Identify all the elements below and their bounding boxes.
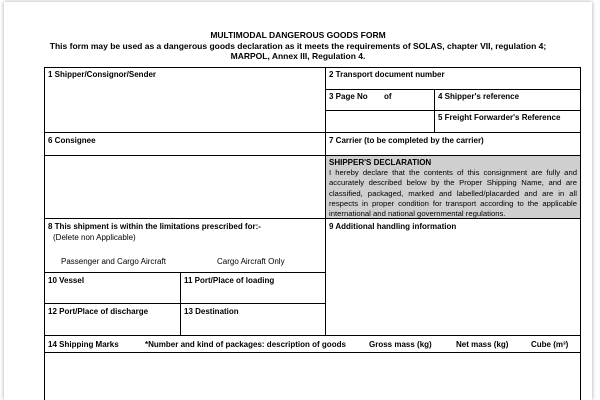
net-mass-label: Net mass (kg) bbox=[456, 340, 509, 349]
cargo-only-option[interactable]: Cargo Aircraft Only bbox=[217, 257, 285, 266]
port-discharge-label: 12 Port/Place of discharge bbox=[48, 307, 149, 316]
shipping-marks-body[interactable] bbox=[44, 352, 581, 400]
shipping-marks-header bbox=[44, 335, 581, 353]
destination-box[interactable] bbox=[180, 303, 326, 336]
freight-ref-label: 5 Freight Forwarder's Reference bbox=[438, 113, 561, 122]
form-title: MULTIMODAL DANGEROUS GOODS FORM bbox=[210, 30, 386, 40]
shipping-marks-label: 14 Shipping Marks bbox=[48, 340, 119, 349]
cube-label: Cube (m³) bbox=[531, 340, 569, 349]
blank-cell bbox=[325, 110, 435, 133]
additional-handling-box[interactable] bbox=[325, 218, 581, 336]
vessel-label: 10 Vessel bbox=[48, 276, 85, 285]
declaration-heading: SHIPPER'S DECLARATION bbox=[329, 158, 432, 167]
declaration-box bbox=[325, 155, 581, 219]
form-page bbox=[4, 2, 592, 400]
transport-doc-box[interactable] bbox=[325, 67, 581, 90]
shipper-label: 1 Shipper/Consignor/Sender bbox=[48, 70, 157, 79]
page-of-label: of bbox=[384, 92, 392, 101]
shipper-ref-box[interactable] bbox=[434, 89, 581, 111]
carrier-label: 7 Carrier (to be completed by the carrier) bbox=[329, 136, 484, 145]
destination-label: 13 Destination bbox=[184, 307, 239, 316]
port-discharge-box[interactable] bbox=[44, 303, 181, 336]
delete-note: (Delete non Applicable) bbox=[53, 233, 136, 242]
packages-label: *Number and kind of packages: description of goods bbox=[145, 340, 346, 349]
consignee-label: 6 Consignee bbox=[48, 136, 96, 145]
limitations-box[interactable] bbox=[44, 218, 326, 273]
port-loading-label: 11 Port/Place of loading bbox=[184, 276, 275, 285]
declaration-text: I hereby declare that the contents of this consignment are fully and accurately described below by the Proper Shipping Name, and are classified, packaged, marked and labelled/placarded and are in all respects in proper condition for transport according to the applicable international and national governmental regulations. bbox=[329, 168, 577, 219]
form-header bbox=[4, 30, 592, 61]
consignee-content[interactable] bbox=[44, 155, 326, 219]
shipper-ref-label: 4 Shipper's reference bbox=[438, 92, 520, 101]
transport-doc-label: 2 Transport document number bbox=[329, 70, 445, 79]
page-no-box[interactable] bbox=[325, 89, 435, 111]
carrier-box[interactable] bbox=[325, 132, 581, 156]
passenger-cargo-option[interactable]: Passenger and Cargo Aircraft bbox=[61, 257, 166, 266]
additional-handling-label: 9 Additional handling information bbox=[329, 222, 457, 231]
page-no-label: 3 Page No bbox=[329, 92, 368, 101]
form-subtitle-line2: MARPOL, Annex III, Regulation 4. bbox=[230, 51, 366, 61]
port-loading-box[interactable] bbox=[180, 272, 326, 304]
form-subtitle-line1: This form may be used as a dangerous goods declaration as it meets the requirements of SOLAS, chapter VII, regulation 4; bbox=[49, 41, 547, 51]
gross-mass-label: Gross mass (kg) bbox=[369, 340, 432, 349]
freight-ref-box[interactable] bbox=[434, 110, 581, 133]
limitations-label: 8 This shipment is within the limitations prescribed for:- bbox=[48, 222, 261, 231]
shipper-box[interactable] bbox=[44, 67, 326, 133]
vessel-box[interactable] bbox=[44, 272, 181, 304]
